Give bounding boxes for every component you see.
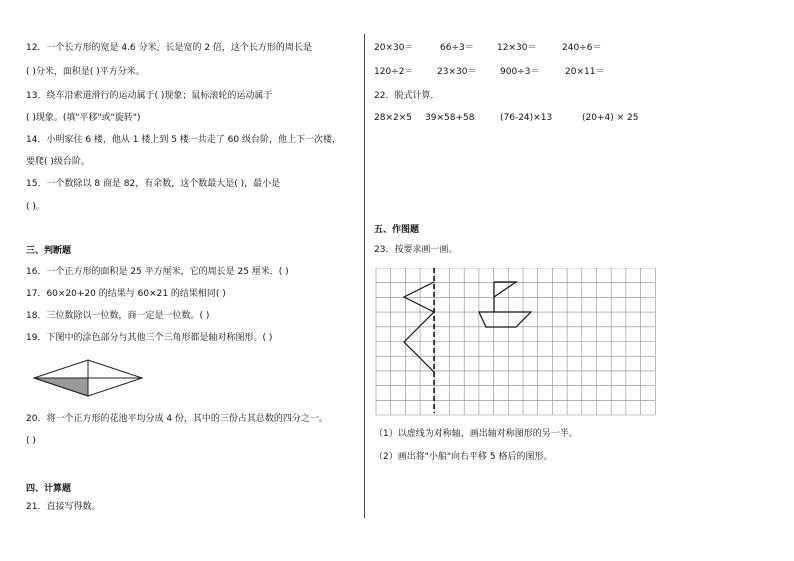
question-14-line2: 要爬( )级台阶。 (26, 157, 90, 167)
question-19: 19．下图中的涂色部分与其他三个三角形都是轴对称图形。( ) (26, 333, 273, 343)
calc-row2-item4: 20×11＝ (565, 67, 605, 77)
drawing-grid (375, 268, 665, 416)
section-3-heading: 三、判断题 (26, 246, 72, 256)
section-4-heading: 四、计算题 (26, 484, 72, 494)
question-14-line1: 14．小明家住 6 楼，他从 1 楼上到 5 楼一共走了 60 级台阶，他上下一次楼， (26, 135, 341, 145)
question-23-part1: （1）以虚线为对称轴，画出轴对称图形的另一半。 (374, 429, 578, 439)
calc-row1-item3: 12×30＝ (497, 43, 537, 53)
question-17: 17．60×20+20 的结果与 60×21 的结果相同( ) (26, 289, 226, 299)
question-22: 22．脱式计算． (374, 91, 440, 101)
calc-row2-item2: 23×30＝ (437, 67, 477, 77)
question-23: 23．按要求画一画。 (374, 245, 458, 255)
calc-row3-item2: 39×58+58 (425, 113, 475, 123)
rhombus-figure (32, 356, 152, 400)
question-12-line2: ( )分米，面积是( )平方分米。 (26, 67, 145, 77)
question-23-part2: （2）画出将"小船"向右平移 5 格后的图形。 (374, 452, 553, 462)
calc-row1-item2: 66÷3＝ (440, 43, 474, 53)
question-16: 16．一个正方形的面积是 25 平方厘米，它的周长是 25 厘米．( ) (26, 267, 289, 277)
calc-row3-item1: 28×2×5 (374, 113, 412, 123)
question-20-line1: 20．将一个正方形的花池平均分成 4 份，其中的三份占其总数的四分之一。 (26, 414, 328, 424)
calc-row2-item3: 900÷3＝ (500, 67, 540, 77)
question-18: 18．三位数除以一位数，商一定是一位数。( ) (26, 311, 210, 321)
question-12-line1: 12．一个长方形的宽是 4.6 分米，长是宽的 2 倍，这个长方形的周长是 (26, 43, 312, 53)
calc-row3-item4: (20+4) × 25 (582, 113, 639, 123)
question-15-line1: 15．一个数除以 8 商是 82，有余数，这个数最大是( )，最小是 (26, 179, 281, 189)
question-20-line2: ( ) (26, 436, 36, 446)
question-13-line1: 13．绕车沿索道滑行的运动属于( )现象；鼠标滚轮的运动属于 (26, 91, 273, 101)
calc-row2-item1: 120÷2＝ (374, 67, 414, 77)
question-13-line2: ( )现象。(填"平移"或"旋转") (26, 113, 141, 123)
section-5-heading: 五、作图题 (374, 225, 420, 235)
calc-row1-item1: 20×30＝ (374, 43, 414, 53)
column-divider (364, 34, 365, 518)
boat-sail (494, 282, 516, 297)
question-21: 21．直接写得数。 (26, 502, 101, 512)
question-15-line2: ( )。 (26, 202, 45, 212)
calc-row3-item3: (76-24)×13 (500, 113, 553, 123)
calc-row1-item4: 240÷6＝ (562, 43, 602, 53)
